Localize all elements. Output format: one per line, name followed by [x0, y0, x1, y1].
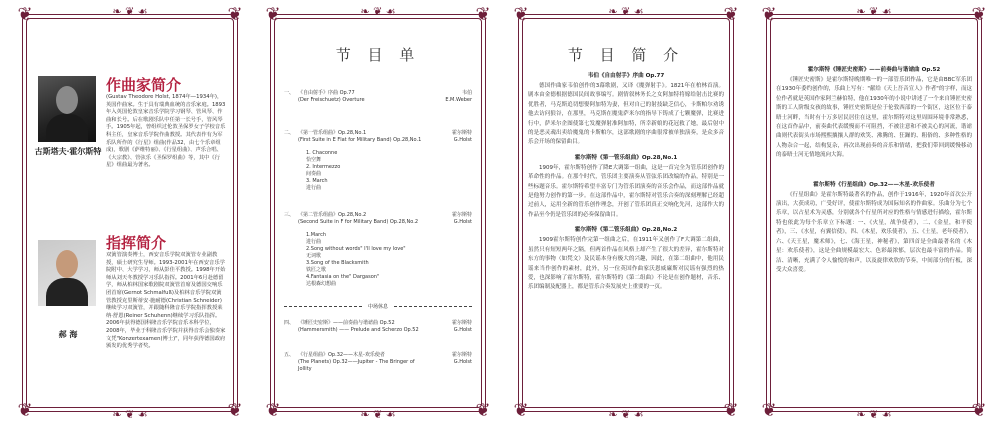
program-title: 节 目 单: [335, 46, 421, 64]
conductor-bio: 双簧管演奏博士，西安音乐学院双簧管专业副教授，硕士研究生导师。1993-2001年在西安音乐学院附中、大学学习，师从彭佳平教授。1998年开始师从刘天冬教授学习乐队指挥。2001年6月赴德留学，师从柏林国家歌剧院双簧管首席及德国交响乐团首席(Gernot Schmalfuß)及柏林音乐学院双簧管教授克里斯蒂安·施耐德(Christian Schneider)继续学习双簧管，并跟随科隆音乐学院指挥教授莱纳·舒恩(Reiner Schuhenn)继续学习乐队指挥。2006年获得德国科隆音乐学院音乐本科学位，2008年，毕业于科隆音乐学院并获得音乐会独奏家文凭"Konzertexamen(博士)"，同年获得德国政府颁发的优秀学者奖。: [106, 252, 226, 350]
item-title-en: (Hammersmith) —— Prelude and Scherzo Op.52: [298, 327, 419, 333]
movement: 2. Intermezzo: [306, 164, 341, 170]
program-item: [284, 320, 472, 334]
panel-composer-conductor: [14, 4, 246, 422]
piece-title: 韦伯《自由射手》序曲 Op.77: [587, 73, 665, 79]
panel-program: [262, 4, 494, 422]
intermission-divider: [284, 306, 472, 314]
piece-description: 《行星组曲》是霍尔斯特最著名的作品，创作于1916年，1920年首次公开演出，大获成功，广受好评，使霍尔斯特成为国际知名的作曲家。乐曲分为七个乐章，以占星术为灵感，分别就各个行星所对应的性格与情感进行描绘，霍尔斯特也依此为每个乐章立下标题：一、《火星，战争使者》，二、《金星，和平使者》，三、《水星，有翼信使》，四、《木星，欢乐使者》，五、《土星，老年使者》，六、《天王星，魔术师》，七、《海王星，神秘者》，第四首是全曲最著名的《木星：欢乐使者》，这是全曲规模最宏大、色彩最浓郁，层次也最丰富的作品。简洁、清晰，充满了令人愉悦的和声，以及旋律欢欣的节奏，中间部分的行板，深受大众喜爱。: [776, 191, 972, 273]
composer-heading: 作曲家简介: [106, 76, 182, 94]
top-ornament-icon: ❧ ❦ ☙: [360, 5, 396, 18]
movement: 3. March: [306, 178, 328, 184]
corner-ornament-icon: ❦: [475, 4, 491, 25]
corner-ornament-icon: ❦: [761, 400, 777, 421]
item-number: 四、: [284, 320, 295, 326]
piece-description: 德国作曲家韦伯创作的3幕歌剧，又译《魔弹射手》。1821年在柏林首演。剧本由金德根据德国民间故事编写。剧情叙林务长之女阿加特将嫁给射击比赛的优胜者，马克斯追切想娶阿加特为妻，但对自己的射技缺乏信心，卡斯帕尔劝诱他去访问狼谷，在那里，马克斯在魔鬼萨米尔的指导下铸成了七颗魔弹，比赛进行中，萨米尔企图使第七发魔弹射准阿加特，所幸新娘的花冠救了她，最后射中的是恶灵魂出卖给魔鬼的卡斯帕尔，这部歌剧的序曲很常被单独演奏，是众多音乐会开场的保留曲目。: [528, 83, 724, 146]
program-item: [284, 90, 472, 104]
composer-photo: [38, 76, 96, 142]
movement: 3.Song of the Blacksmith: [306, 260, 369, 266]
corner-ornament-icon: ❦: [475, 400, 491, 421]
panel-notes-2: [758, 4, 990, 422]
piece-title: 霍尔斯特《行星组曲》Op.32——木星-欢乐使者: [813, 181, 935, 188]
item-composer-en: G.Holst: [453, 327, 472, 333]
corner-ornament-icon: ❦: [513, 400, 529, 421]
conductor-heading: 指挥简介: [106, 234, 167, 252]
movement: 2.Song without words" I'll love my love": [306, 246, 406, 252]
movement: 4.Fantasia on the" Dargason": [306, 274, 380, 280]
item-title-cn: 《行星组曲》Op.32——木星-欢乐使者: [298, 352, 385, 358]
bottom-ornament-icon: ❧ ❦ ☙: [360, 408, 396, 421]
composer-bio: (Gustav Theodore Holst, 1874年—1934年)，英国作曲家。生于具有瑞典血统的音乐家庭。1893年入英国伦敦皇家音乐学院学习钢琴、管风琴、作曲和长号。后在歌剧乐队中任第一长号手，管风琴手。1905年起，曾组织过伦敦圣保罗女子学校音乐科主任，皇家音乐学院作曲教授。其代表作有为军乐队所作的《行星》组曲(作品32，由七个乐章组成)，歌剧《萨维特丽》、《行星组曲》、声乐合唱、《大宗教》、管弦乐《圣保罗组曲》等，其中《行星》组曲最为著名。: [106, 94, 226, 169]
item-number: 五、: [284, 352, 295, 358]
item-number: 一、: [284, 90, 295, 96]
movement: 进行曲: [306, 239, 322, 245]
top-ornament-icon: ❧ ❦ ☙: [608, 5, 644, 18]
intermission-label: 中场休息: [364, 304, 392, 310]
corner-ornament-icon: ❦: [265, 400, 281, 421]
corner-ornament-icon: ❦: [227, 4, 243, 25]
movement: 1.March: [306, 232, 327, 238]
item-title-cn: 《锤匠史密斯》——前奏曲与谐谑曲 Op.52: [298, 320, 395, 326]
piece-description: 1909年，霍尔斯特创作了降E大调第一组曲，这是一首完全为管乐团创作的革命性的作品。在那个时代，管乐团主要演奏从管弦乐团改编的作品，特别是一些标题音乐。霍尔斯特希望丰富专门为管乐团演奏的音乐会作品，而这部作品就是他努力创作的第一步。在这部作品中，霍尔斯特对管乐合奏的深刻理解已经超过前人，运用全新的管乐创作理念，开创了管乐团真正交响化先河，这部作大的作品至今仍是管乐团的必奏保留曲目。: [528, 164, 724, 218]
piece-description: 《锤匠史密斯》是霍尔斯特晚期唯一的一部管乐团作品，它是由BBC军乐团在1930年委约创作的，乐曲上写有："献给《天上吾音宣人》作者"的字样，而这位作者就是英国作家阿兰赫伯特，他在1930年的小说中讲述了一个来自锤匠史密斯的工人阶级女孩的故事，锤匠史密斯是位于伦敦西部的一个街区，这区位于泰晤士河畔，当时有十万多居民居住在这里，霍尔斯特对这里周围环境非常熟悉，在这首作品中，前奏曲代表缓慢而不可阻挡，不被注意和不被关心的河流，谐谑曲则代表街头市场熙熙攘攘人群的欢笑、沸腾的、狂躁的、粗俗的、多种性格的人物杂合一起，结构复杂，再次出现前奏的音乐和情绪，把我们带回到缓慢移动的泰晤士河无情地流向大海。: [776, 77, 972, 159]
corner-ornament-icon: ❦: [723, 400, 739, 421]
piece-title: 霍尔斯特《第二管乐组曲》Op.28,No.2: [574, 227, 678, 234]
item-composer-en: G.Holst: [453, 219, 472, 225]
bottom-ornament-icon: ❧ ❦ ☙: [608, 408, 644, 421]
top-ornament-icon: ❧ ❦ ☙: [112, 5, 148, 18]
top-ornament-icon: ❧ ❦ ☙: [856, 5, 892, 18]
movement: 达根森幻想曲: [306, 281, 337, 287]
corner-ornament-icon: ❦: [265, 4, 281, 25]
corner-ornament-icon: ❦: [17, 400, 33, 421]
program-item: [284, 352, 472, 373]
piece-description: 1909霍尔斯特创作完第一组曲之后，在1911年又创作了F大调第二组曲，虽然只有短短两年之隔，但两首作品在风格上却产生了很大的差异，霍尔斯特对东方的事物（如梵文）及民谣本身有极大的兴趣，因此，在第二组曲中，他用民谣来当作创作的素材，此外，另一位英国作曲家沃恩威廉斯对民谣有强烈的热爱，也深影响了霍尔斯特，霍尔斯特的《第二组曲》不论是在创作题材，音乐、乐团编制及配器上，都是管乐合奏发展史上重要的一页。: [528, 237, 724, 291]
item-composer-en: G.Holst: [453, 359, 472, 365]
corner-ornament-icon: ❦: [227, 400, 243, 421]
item-composer-en: G.Holst: [453, 137, 472, 143]
item-title-en: (Second Suite in F for Military Band) Op.28,No.2: [298, 219, 418, 225]
corner-ornament-icon: ❦: [723, 4, 739, 25]
piece-title: 霍尔斯特《第一管乐组曲》Op.28,No.1: [574, 154, 678, 161]
corner-ornament-icon: ❦: [971, 4, 987, 25]
item-composer-cn: 韦伯: [461, 90, 472, 96]
movement: 无词歌: [306, 253, 322, 259]
item-title-en: (The Planets) Op.32——Jupiter - The Bringer of Jollity: [298, 359, 415, 372]
corner-ornament-icon: ❦: [761, 4, 777, 25]
movement: 进行曲: [306, 185, 322, 191]
movement: 间奏曲: [306, 171, 322, 177]
item-composer-cn: 霍尔斯特: [451, 130, 472, 136]
corner-ornament-icon: ❦: [513, 4, 529, 25]
panel-notes-1: [510, 4, 742, 422]
item-title-en: (Der Freischuetz) Overture: [298, 97, 365, 103]
notes-title: 节 目 简 介: [567, 46, 685, 64]
bottom-ornament-icon: ❧ ❦ ☙: [856, 408, 892, 421]
item-composer-cn: 霍尔斯特: [451, 212, 472, 218]
conductor-photo: [38, 240, 96, 306]
item-title-cn: 《自由射手》序曲 Op.77: [298, 90, 355, 96]
movement: 1. Chaconne: [306, 150, 338, 156]
item-title-cn: 《第二管乐组曲》Op.28,No.2: [298, 212, 367, 218]
piece-title: 霍尔斯特《锤匠史密斯》——前奏曲与谐谑曲 Op.52: [807, 67, 941, 73]
movement: 铁匠之歌: [306, 267, 327, 273]
item-number: 二、: [284, 130, 295, 136]
program-item: [284, 130, 472, 192]
bottom-ornament-icon: ❧ ❦ ☙: [112, 408, 148, 421]
item-composer-cn: 霍尔斯特: [451, 320, 472, 326]
item-composer-en: E.M.Weber: [445, 97, 472, 103]
corner-ornament-icon: ❦: [17, 4, 33, 25]
conductor-name: 郝 海: [58, 329, 78, 339]
program-item: [284, 212, 472, 288]
item-title-en: (First Suite in E Flat for Military Band) Op.28,No.1: [298, 137, 422, 143]
item-number: 三、: [284, 212, 295, 218]
movement: 恰空舞: [306, 157, 322, 163]
item-title-cn: 《第一管乐组曲》Op.28,No.1: [298, 130, 367, 136]
corner-ornament-icon: ❦: [971, 400, 987, 421]
item-composer-cn: 霍尔斯特: [451, 352, 472, 358]
composer-name: 古斯塔夫·霍尔斯特: [34, 146, 102, 156]
